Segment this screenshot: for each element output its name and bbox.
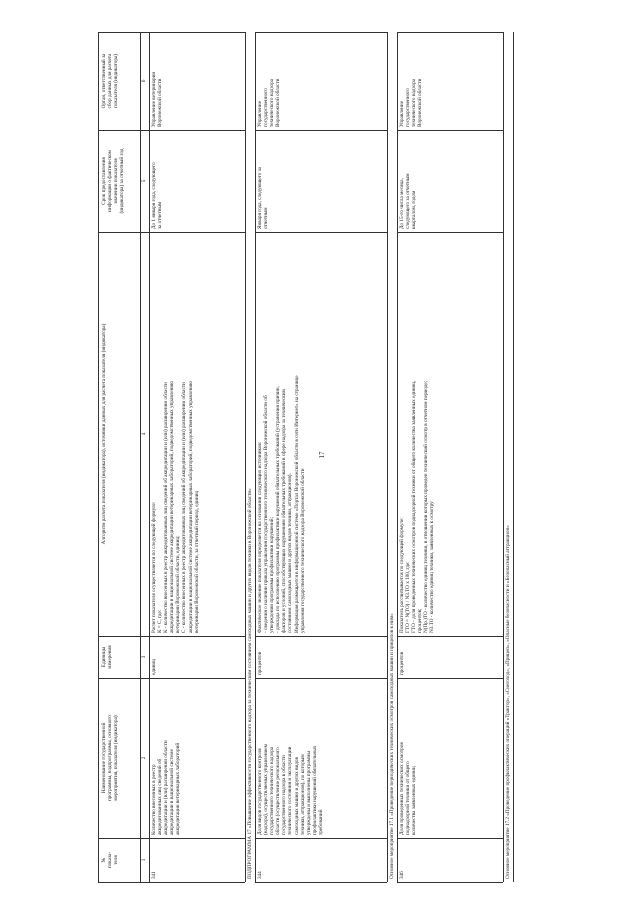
header-algorithm: Алгоритм расчета показателя (индикатора), источники данных для расчета показателя (индикатора) <box>101 323 107 545</box>
header-deadline: Срок предоставления информации о фактическом значении показателя (индикатора) за отчетный год <box>101 148 126 214</box>
table-gridline <box>140 232 149 233</box>
table-gridline <box>397 130 503 131</box>
table-gridline <box>255 678 387 679</box>
table-gridline <box>255 636 387 637</box>
table-gridline <box>140 882 149 883</box>
table-gridline <box>149 678 245 679</box>
header-name: Наименование государственной программы, подпрограммы, основного мероприятия, показателя (индикатора) <box>101 715 120 801</box>
header-number: № показа- теля <box>101 851 120 869</box>
table-gridline <box>397 232 503 233</box>
table-gridline <box>255 232 387 233</box>
column-number: 6 <box>141 79 147 83</box>
table-gridline <box>98 32 140 33</box>
column-number: 3 <box>141 655 147 659</box>
row341-unit: единиц <box>151 659 157 675</box>
column-number: 5 <box>141 179 147 183</box>
ev171-label: Основное мероприятие 17.1 «Проведение периодических технических осмотров самоходных машин и прицепов к ним» <box>389 613 395 879</box>
table-gridline <box>255 32 387 33</box>
table-gridline <box>255 838 387 839</box>
table-gridline <box>245 32 246 882</box>
table-gridline <box>255 32 256 882</box>
column-number: 1 <box>141 858 147 862</box>
table-gridline <box>397 838 503 839</box>
table-gridline <box>98 636 140 637</box>
table-gridline <box>255 882 387 883</box>
table-gridline <box>140 838 149 839</box>
row341-algorithm: Расчет показателя осуществляется по следующей формуле: К = С, где: К - количество внесенных в реестр аккредитованных лиц сведений об аккредитации и (или) расширении области аккредитации в национальной системе аккредитации ветеринарных лабораторий, подведомственных управлению ветеринарии Воронежской области, единиц; С - количество внесенных в реестр аккредитованных лиц сведений об аккредитации и (или) расширении области аккредитации в национальной системе аккредитации ветеринарных лабораторий, подведомственных управлению ветеринарии Воронежской области, за отчетный период, единиц <box>151 380 200 633</box>
table-gridline <box>397 32 398 882</box>
header-responsible: Орган, ответственный за сбор данных для расчета показателя (индикатора) <box>101 53 120 109</box>
table-gridline <box>149 882 245 883</box>
table-gridline <box>397 32 503 33</box>
table-gridline <box>140 636 149 637</box>
row341-deadline: До 1 января года, следующего за отчетным <box>151 162 164 229</box>
table-gridline <box>503 32 504 882</box>
table-gridline <box>98 232 140 233</box>
table-gridline <box>149 32 150 882</box>
table-gridline <box>98 838 140 839</box>
row341-num: 341 <box>151 871 157 879</box>
table-gridline <box>513 32 514 882</box>
table-gridline <box>98 130 140 131</box>
table-gridline <box>397 678 503 679</box>
page-number: 17 <box>318 451 326 459</box>
row344-algorithm: Фактическое значение показателя определяется на основании следующих источников: - сведения о наличии приказа управления государственного технического надзора Воронежской области об утверждении программы профилактики нарушений; - доклада по исполнению программы профилактики нарушений обязательных требований (устранения причин, факторов и условий, способствующих нарушениям обязательных требований в сфере надзора за техническим состоянием самоходных машин и других видов техники, аттракционов). Информация размещается в информационной системе «Портал Воронежской области в сети Интернет» на странице управления государственного технического надзора Воронежской области <box>257 375 306 633</box>
header-unit: Единицы измерения <box>101 645 114 669</box>
table-gridline <box>140 32 149 33</box>
ev172-label: Основное мероприятие 17.2 «Проведение профилактических операций «Трактор», «Снегоход», «Прицеп», «Опасные безопасности и «Безопасный аттракцион» <box>505 525 511 879</box>
table-gridline <box>149 838 245 839</box>
row344-num: 344 <box>257 871 263 879</box>
row346-unit: процентов <box>399 651 405 675</box>
table-gridline <box>149 636 245 637</box>
table-gridline <box>149 232 245 233</box>
table-gridline <box>140 130 149 131</box>
sub17-label: ПОДПРОГРАММА 17 «Повышение эффективности государственного надзора за техническим состоянием самоходных машин и других видов техники в Воронежской области» <box>247 488 253 879</box>
row341-responsible: Управление ветеринарии Воронежской области <box>151 71 164 127</box>
row346-num: 346 <box>399 871 405 879</box>
row346-deadline: До 15-го числа месяца, следующего за отчетным кварталом, годом <box>399 173 418 229</box>
row346-name: Доля проведенных технических осмотров поднадзорной техники от общего количества заявленных единиц <box>399 742 418 835</box>
column-number: 4 <box>141 432 147 436</box>
row344-responsible: Управление государственного технического надзора Воронежской области <box>257 78 282 127</box>
row346-responsible: Управление государственного технического надзора Воронежской области <box>399 78 424 127</box>
row344-unit: процентов <box>257 651 263 675</box>
table-gridline <box>140 678 149 679</box>
row341-name: Количество внесенных в реестр аккредитованных лиц сведений об аккредитации и (или) расширении области аккредитации в национальной системе аккредитации ветеринарных лабораторий <box>151 740 182 835</box>
column-number: 2 <box>141 756 147 760</box>
table-gridline <box>255 130 387 131</box>
row344-name: Доля видов государственного контроля (надзора), осуществляемых управлением государственного технического надзора области (осуществление регионального государственного надзора в области технического состояния и эксплуатации самоходных машин и других видов техники, аттракционов), по которым утверждены и выполнены программы профилактики нарушений обязательных требований <box>257 744 324 835</box>
table-gridline <box>98 678 140 679</box>
table-gridline <box>98 882 140 883</box>
table-gridline <box>149 130 245 131</box>
row344-deadline: Января года, следующего за отчетным <box>257 167 270 229</box>
table-gridline <box>387 32 388 882</box>
table-gridline <box>98 32 99 882</box>
table-gridline <box>397 882 503 883</box>
row346-algorithm: Показатель рассчитывается по следующей формуле: ГТО = N(ТО) / N3.ТО x 100, где: ГТО - доля проведенных технических осмотров поднадзорной техники от общего количества заявленных единиц, процентов; N(Пр.)ТО - количество единиц техники, в отношении которых проведен технический осмотр в отчетном периоде; N3.ТО - количество единиц техники, заявленных к осмотру <box>399 380 436 633</box>
table-gridline <box>397 636 503 637</box>
table-gridline <box>149 32 245 33</box>
